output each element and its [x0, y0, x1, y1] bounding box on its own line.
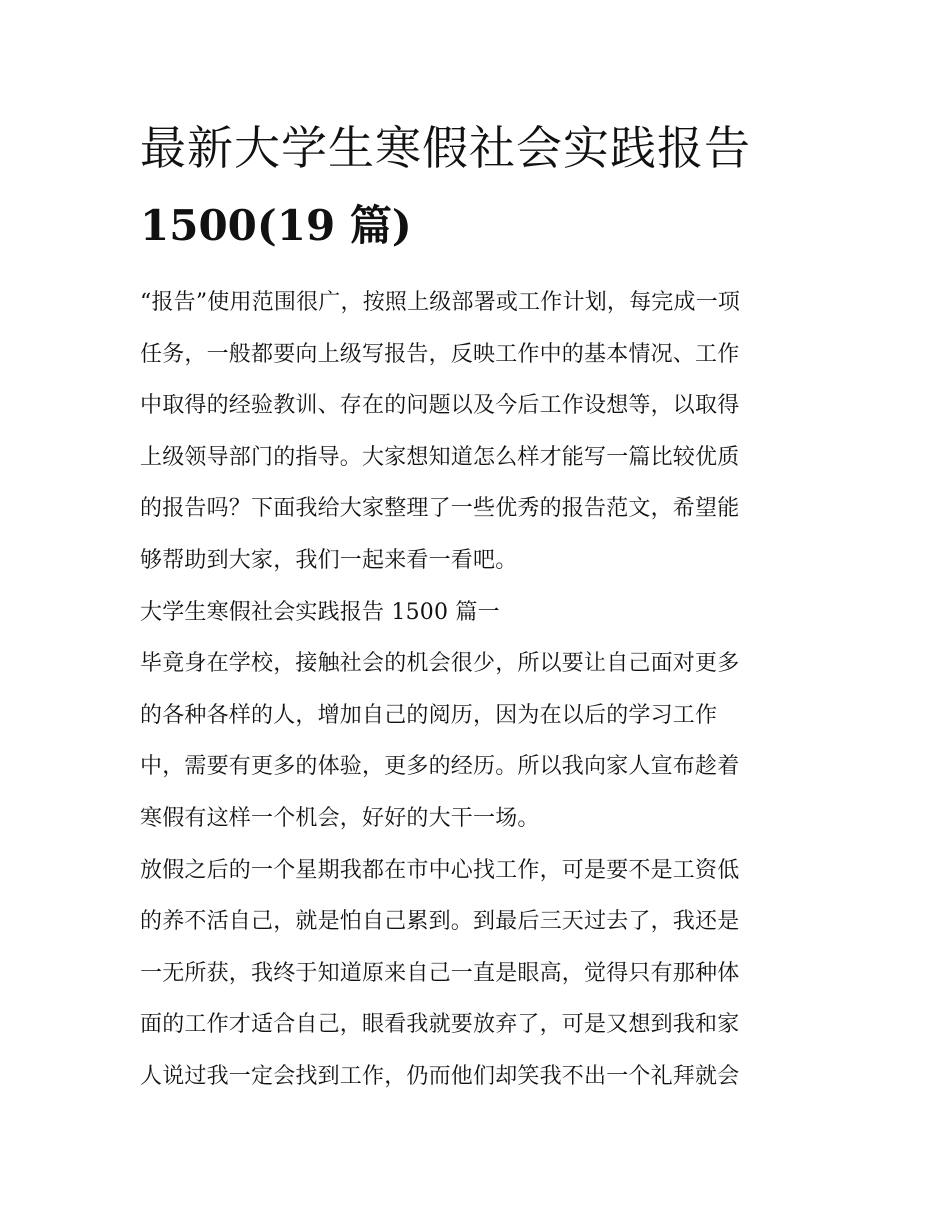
- document-body: [140, 277, 830, 1103]
- section-heading: 大学生寒假社会实践报告 1500 篇一: [140, 599, 500, 625]
- document-title: [140, 112, 820, 268]
- intro-line: 的报告吗？下面我给大家整理了一些优秀的报告范文，希望能: [140, 496, 740, 522]
- intro-line: 上级领导部门的指导。大家想知道怎么样才能写一篇比较优质: [140, 444, 740, 470]
- title-line-2: 1500(19 篇): [140, 201, 412, 250]
- paragraph-line: 面的工作才适合自己，眼看我就要放弃了，可是又想到我和家: [140, 1012, 740, 1038]
- intro-line: 中取得的经验教训、存在的问题以及今后工作设想等，以取得: [140, 393, 740, 419]
- title-line-1: 最新大学生寒假社会实践报告: [140, 121, 751, 175]
- paragraph-line: 的各种各样的人，增加自己的阅历，因为在以后的学习工作: [140, 702, 718, 728]
- paragraph-line: 放假之后的一个星期我都在市中心找工作，可是要不是工资低: [140, 857, 740, 883]
- paragraph-line: 寒假有这样一个机会，好好的大干一场。: [140, 805, 540, 831]
- paragraph-line: 一无所获，我终于知道原来自己一直是眼高，觉得只有那种体: [140, 960, 740, 986]
- intro-line: 任务，一般都要向上级写报告，反映工作中的基本情况、工作: [140, 341, 740, 367]
- intro-line: 够帮助到大家，我们一起来看一看吧。: [140, 547, 518, 573]
- paragraph-line: 中，需要有更多的体验，更多的经历。所以我向家人宣布趁着: [140, 754, 740, 780]
- paragraph-line: 人说过我一定会找到工作，仍而他们却笑我不出一个礼拜就会: [140, 1063, 740, 1089]
- intro-line: “报告”使用范围很广，按照上级部署或工作计划，每完成一项: [140, 290, 741, 315]
- paragraph-line: 毕竟身在学校，接触社会的机会很少，所以要让自己面对更多: [140, 651, 740, 677]
- paragraph-line: 的养不活自己，就是怕自己累到。到最后三天过去了，我还是: [140, 909, 740, 935]
